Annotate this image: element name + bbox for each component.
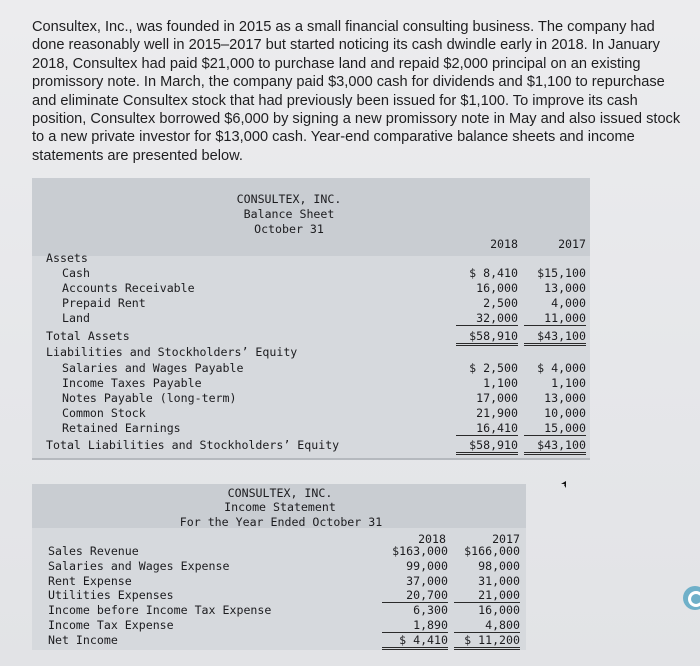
income-row-2018: $163,000: [392, 544, 448, 558]
asset-row-2017: 13,000: [544, 281, 586, 295]
total-assets-label: Total Assets: [46, 329, 130, 343]
liability-row-2018: 17,000: [476, 391, 518, 405]
asset-row-label: Cash: [62, 266, 90, 280]
balance-sheet-company: CONSULTEX, INC.: [236, 192, 342, 206]
liability-row-label: Notes Payable (long-term): [62, 391, 237, 405]
income-row-2017: 98,000: [478, 558, 520, 573]
total-liabilities-2018: $58,910: [456, 438, 518, 455]
liability-row-2018: 21,900: [476, 406, 518, 420]
liability-row-2017: 13,000: [544, 391, 586, 405]
asset-row-label: Prepaid Rent: [62, 296, 146, 310]
income-row-2017: 31,000: [478, 573, 520, 588]
income-row-2017: 4,800: [454, 618, 520, 633]
balance-sheet-date: October 31: [254, 222, 324, 236]
liability-row-label: Salaries and Wages Payable: [62, 361, 244, 375]
asset-row-2018: 2,500: [483, 296, 518, 310]
income-statement-period: For the Year Ended October 31: [179, 515, 383, 529]
income-statement-title: Income Statement: [224, 500, 336, 514]
income-row-label: Rent Expense: [48, 573, 132, 588]
income-row-2018: $ 4,410: [382, 633, 448, 650]
income-row-label: Salaries and Wages Expense: [48, 558, 230, 573]
income-row-label: Income before Income Tax Expense: [48, 603, 272, 618]
income-row-2017: $166,000: [464, 544, 520, 558]
income-row-2018: 1,890: [382, 618, 448, 633]
liability-row-2017: 10,000: [544, 406, 586, 420]
income-row-2018: 6,300: [413, 603, 448, 618]
income-row-2018: 20,700: [382, 588, 448, 603]
income-statement-col-2018: 2018: [418, 532, 446, 546]
balance-sheet-col-2017: 2017: [558, 237, 586, 251]
asset-row-label: Land: [62, 311, 90, 325]
balance-sheet-col-2018: 2018: [490, 237, 518, 251]
asset-row-2017: 11,000: [524, 311, 586, 326]
income-row-2018: 99,000: [406, 558, 448, 573]
mouse-pointer-icon: [555, 480, 569, 494]
asset-row-2017: $15,100: [537, 266, 586, 280]
asset-row-2018: 16,000: [476, 281, 518, 295]
total-liabilities-2017: $43,100: [524, 438, 586, 455]
income-row-2017: $ 11,200: [454, 633, 520, 650]
asset-row-2018: $ 8,410: [469, 266, 518, 280]
income-statement-col-2017: 2017: [492, 532, 520, 546]
income-row-2017: 16,000: [478, 603, 520, 618]
liability-row-label: Income Taxes Payable: [62, 376, 202, 390]
total-assets-2018: $58,910: [456, 329, 518, 346]
income-row-2017: 21,000: [454, 588, 520, 603]
total-assets-2017: $43,100: [524, 329, 586, 346]
income-row-label: Net Income: [48, 632, 118, 647]
asset-row-2017: 4,000: [551, 296, 586, 310]
balance-sheet-panel: [32, 178, 590, 458]
income-statement-panel: [32, 484, 526, 650]
liability-row-2018: 16,410: [456, 421, 518, 436]
income-row-label: Sales Revenue: [48, 544, 139, 558]
liability-row-label: Retained Earnings: [62, 421, 181, 435]
liability-row-label: Common Stock: [62, 406, 146, 420]
liabilities-heading: Liabilities and Stockholders’ Equity: [46, 345, 298, 359]
total-liabilities-label: Total Liabilities and Stockholders’ Equity: [46, 438, 340, 452]
liability-row-2017: $ 4,000: [537, 361, 586, 375]
liability-row-2017: 15,000: [524, 421, 586, 436]
income-statement-company: CONSULTEX, INC.: [227, 486, 333, 500]
asset-row-2018: 32,000: [456, 311, 518, 326]
balance-sheet-title: Balance Sheet: [243, 207, 335, 221]
income-row-2018: 37,000: [406, 573, 448, 588]
problem-description: Consultex, Inc., was founded in 2015 as a small financial consulting business. The company had done reasonably well in 2015–2017 but started noticing its cash dwindle early in 2018. In January 2018, Consultex had paid $21,000 to purchase land and repaid $2,000 principal on an existing promissory note. In March, the company paid $3,000 cash for dividends and $1,100 to repurchase and eliminate Consultex stock that had previously been issued for $1,100. To improve its cash position, Consultex borrowed $6,000 by signing a new promissory note in May and also issued stock to a new private investor for $13,000 cash. Year-end comparative balance sheets and income statements are presented below.: [32, 19, 681, 164]
browser-extension-icon[interactable]: [683, 586, 700, 610]
liability-row-2018: $ 2,500: [469, 361, 518, 375]
income-row-label: Income Tax Expense: [48, 618, 174, 632]
liability-row-2017: 1,100: [551, 376, 586, 390]
income-row-label: Utilities Expenses: [48, 588, 174, 603]
asset-row-label: Accounts Receivable: [62, 281, 195, 295]
liability-row-2018: 1,100: [483, 376, 518, 390]
assets-heading: Assets: [46, 251, 88, 265]
